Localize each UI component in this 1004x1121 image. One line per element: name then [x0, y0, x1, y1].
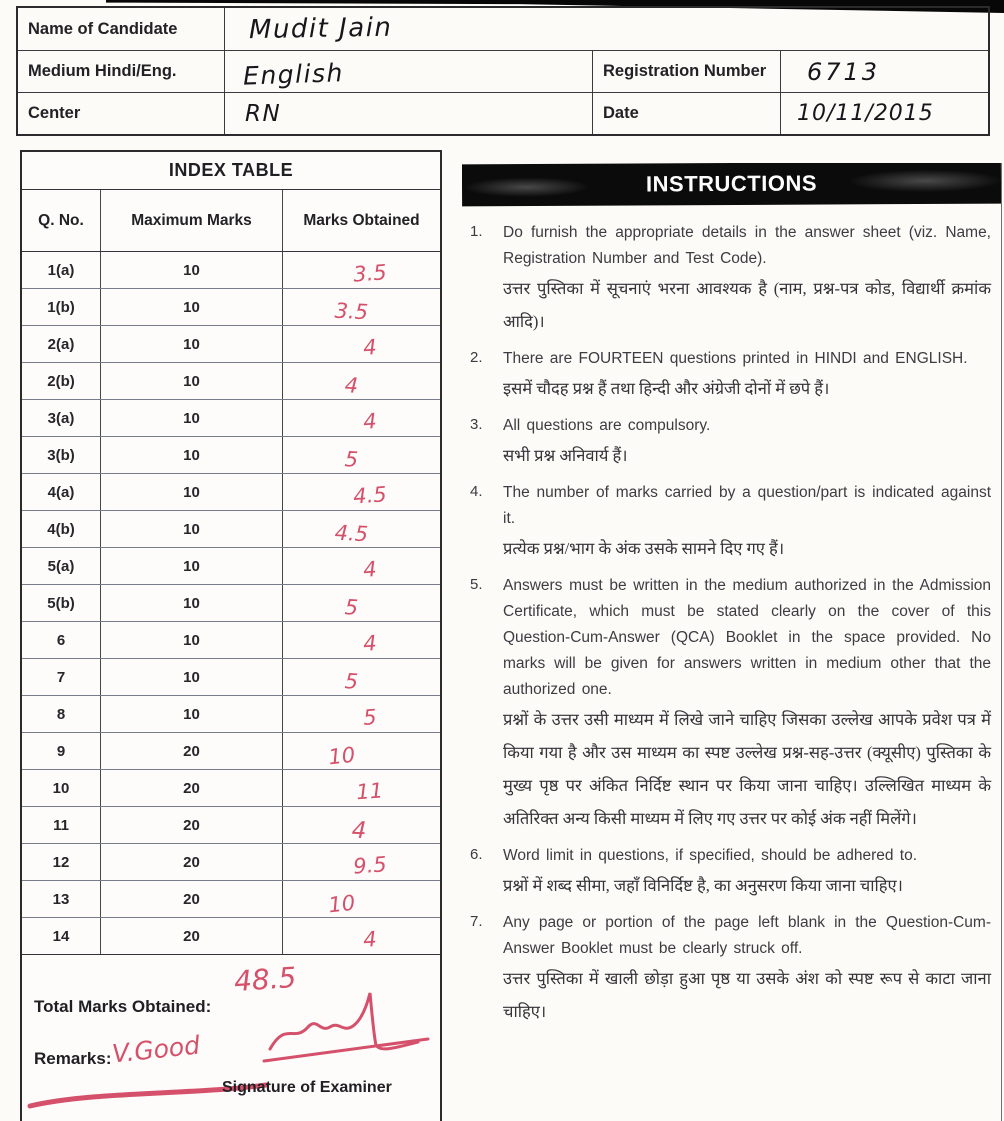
- q-no: 3(a): [47, 409, 75, 427]
- table-row: [22, 326, 440, 363]
- q-no: 5(a): [47, 557, 75, 575]
- q-no: 2(a): [47, 335, 75, 353]
- marks-obtained-header: Marks Obtained: [282, 190, 440, 251]
- index-table-header: [22, 190, 440, 252]
- q-no: 11: [53, 816, 69, 834]
- handwritten-marks: 10: [327, 890, 357, 918]
- marks-obtained-cell: [282, 659, 440, 695]
- instruction-english-text: The number of marks carried by a question/part is indicated against it.: [503, 484, 991, 527]
- date-value: [780, 93, 988, 134]
- handwritten-marks: 5: [343, 669, 359, 694]
- q-no: 1(b): [47, 298, 75, 316]
- handwritten-marks: 11: [355, 778, 384, 805]
- max-marks: 10: [100, 548, 282, 584]
- instruction-hindi-text: प्रश्नों में शब्द सीमा, जहाँ विनिर्दिष्ट है, का अनुसरण किया जाना चाहिए।: [503, 876, 903, 895]
- handwritten-date: 10/11/2015: [797, 101, 934, 126]
- handwritten-marks: 3.5: [352, 260, 388, 287]
- max-marks: 10: [100, 585, 282, 621]
- marks-obtained-cell: [282, 474, 440, 510]
- table-row: [22, 585, 440, 622]
- marks-obtained-cell: [282, 585, 440, 621]
- table-row: [22, 548, 440, 585]
- index-table-rows: [22, 252, 440, 955]
- max-marks: 10: [100, 252, 282, 288]
- handwritten-marks: 4.5: [333, 520, 369, 547]
- table-row: [22, 844, 440, 881]
- max-marks: 10: [100, 511, 282, 547]
- marks-obtained-cell: [282, 881, 440, 917]
- instruction-number: 4.: [470, 483, 483, 500]
- instruction-english-text: Word limit in questions, if specified, should be adhered to.: [503, 847, 918, 864]
- table-row: [22, 252, 440, 289]
- instruction-english-text: Do furnish the appropriate details in the answer sheet (viz. Name, Registration Number and Test Code).: [503, 224, 991, 267]
- instruction-number: 5.: [470, 576, 483, 593]
- max-marks: 20: [100, 918, 282, 954]
- marks-obtained-cell: [282, 770, 440, 806]
- instruction-hindi-text: प्रत्येक प्रश्न/भाग के अंक उसके सामने दिए गए हैं।: [503, 539, 785, 558]
- table-row: [22, 918, 440, 955]
- max-marks: 20: [100, 770, 282, 806]
- marks-obtained-cell: [282, 918, 440, 954]
- name-label: Name of Candidate: [28, 19, 178, 38]
- max-marks: 10: [100, 696, 282, 732]
- instruction-item: [470, 346, 991, 405]
- instruction-hindi-text: इसमें चौदह प्रश्न हैं तथा हिन्दी और अंग्रेजी दोनों में छपे हैं।: [503, 379, 830, 398]
- q-no: 10: [52, 779, 70, 797]
- remarks-label: Remarks:: [34, 1049, 112, 1068]
- total-marks-label: Total Marks Obtained:: [34, 997, 212, 1016]
- instruction-number: 6.: [470, 846, 483, 863]
- candidate-name-row: [18, 8, 988, 50]
- instruction-english-text: All questions are compulsory.: [503, 417, 711, 434]
- q-no: 5(b): [47, 594, 75, 612]
- q-no: 12: [52, 853, 70, 871]
- handwritten-marks: 5: [343, 595, 359, 620]
- handwritten-marks: 10: [327, 742, 357, 770]
- handwritten-marks: 4: [362, 630, 378, 656]
- marks-obtained-cell: [282, 548, 440, 584]
- instructions-panel: [462, 163, 1002, 1121]
- instruction-item: [470, 480, 991, 565]
- instruction-english-text: Answers must be written in the medium authorized in the Admission Certificate, which must be stated clearly on the cover of this Question-Cum-Answer (QCA) Booklet in the space provided. No marks will be given for answers written in medium other that the authorized one.: [503, 577, 991, 698]
- instruction-number: 1.: [470, 223, 483, 240]
- instruction-item: [470, 843, 991, 902]
- center-date-row: [18, 92, 988, 134]
- q-no: 9: [56, 742, 66, 760]
- center-value: [224, 93, 592, 134]
- handwritten-marks: 4: [362, 334, 378, 360]
- handwritten-center: RN: [245, 100, 282, 127]
- marks-obtained-cell: [282, 252, 440, 288]
- handwritten-marks: 4: [343, 373, 359, 398]
- instruction-number: 7.: [470, 913, 483, 930]
- maximum-marks-header: Maximum Marks: [100, 190, 282, 251]
- instruction-item: [470, 220, 991, 338]
- max-marks: 20: [100, 807, 282, 843]
- handwritten-marks: 3.5: [333, 298, 369, 325]
- handwritten-registration-number: 6713: [807, 57, 881, 86]
- table-row: [22, 622, 440, 659]
- handwritten-marks: 4.5: [352, 482, 388, 509]
- medium-value: [224, 51, 592, 92]
- table-row: [22, 881, 440, 918]
- marks-obtained-cell: [282, 807, 440, 843]
- handwritten-marks: 4: [362, 408, 378, 434]
- instruction-item: [470, 413, 991, 472]
- max-marks: 10: [100, 622, 282, 658]
- handwritten-marks: 5: [362, 704, 378, 730]
- q-no: 3(b): [47, 446, 75, 464]
- q-no: 2(b): [47, 372, 75, 390]
- registration-number-value: [780, 51, 988, 92]
- marks-obtained-cell: [282, 622, 440, 658]
- q-no: 6: [56, 631, 66, 649]
- medium-label: Medium Hindi/Eng.: [28, 62, 177, 80]
- table-row: [22, 733, 440, 770]
- name-value: [224, 8, 988, 50]
- table-row: [22, 363, 440, 400]
- index-table-footer: [22, 955, 440, 1115]
- handwritten-marks: 4: [362, 926, 378, 952]
- max-marks: 10: [100, 437, 282, 473]
- registration-number-label: Registration Number: [592, 51, 780, 92]
- marks-obtained-cell: [282, 437, 440, 473]
- examiner-signature: [260, 987, 445, 1077]
- max-marks: 20: [100, 881, 282, 917]
- instruction-hindi-text: सभी प्रश्न अनिवार्य हैं।: [503, 446, 628, 465]
- marks-obtained-cell: [282, 511, 440, 547]
- index-table: [20, 150, 442, 1121]
- q-no-header: Q. No.: [38, 211, 84, 229]
- index-table-title: INDEX TABLE: [22, 152, 440, 190]
- instructions-list: [462, 205, 1001, 1028]
- marks-obtained-cell: [282, 400, 440, 436]
- instruction-english-text: Any page or portion of the page left blank in the Question-Cum-Answer Booklet must be clearly struck off.: [503, 914, 991, 957]
- table-row: [22, 696, 440, 733]
- q-no: 13: [52, 890, 70, 908]
- max-marks: 10: [100, 474, 282, 510]
- handwritten-name: Mudit Jain: [248, 12, 393, 46]
- max-marks: 20: [100, 733, 282, 769]
- marks-obtained-cell: [282, 326, 440, 362]
- instruction-english-text: There are FOURTEEN questions printed in HINDI and ENGLISH.: [503, 350, 968, 367]
- handwritten-marks: 4: [351, 817, 368, 845]
- handwritten-marks: 9.5: [352, 852, 388, 879]
- q-no: 8: [56, 705, 66, 723]
- handwritten-remarks: V.Good: [110, 1030, 202, 1069]
- max-marks: 10: [100, 363, 282, 399]
- table-row: [22, 289, 440, 326]
- q-no: 14: [52, 927, 70, 945]
- signature-of-examiner-label: Signature of Examiner: [222, 1079, 392, 1096]
- instruction-number: 2.: [470, 349, 483, 366]
- marks-obtained-cell: [282, 733, 440, 769]
- handwritten-marks: 4: [362, 556, 378, 582]
- handwritten-medium: English: [242, 58, 345, 91]
- instruction-hindi-text: उत्तर पुस्तिका में खाली छोड़ा हुआ पृष्ठ या उसके अंश को स्पष्ट रूप से काटा जाना चाहिए।: [503, 969, 991, 1021]
- instruction-hindi-text: उत्तर पुस्तिका में सूचनाएं भरना आवश्यक है (नाम, प्रश्न-पत्र कोड, विद्यार्थी क्रमांक आदि)।: [503, 279, 991, 331]
- marks-obtained-cell: [282, 696, 440, 732]
- date-label: Date: [592, 93, 780, 134]
- instruction-item: [470, 910, 991, 1028]
- marks-obtained-cell: [282, 844, 440, 880]
- candidate-info-table: [16, 6, 990, 136]
- q-no: 4(b): [47, 520, 75, 538]
- q-no: 1(a): [47, 261, 75, 279]
- instruction-item: [470, 573, 991, 835]
- max-marks: 10: [100, 326, 282, 362]
- center-label: Center: [28, 104, 81, 122]
- marks-obtained-cell: [282, 289, 440, 325]
- q-no: 4(a): [47, 483, 75, 501]
- table-row: [22, 437, 440, 474]
- instruction-hindi-text: प्रश्नों के उत्तर उसी माध्यम में लिखे जाने चाहिए जिसका उल्लेख आपके प्रवेश पत्र में किया गया है और उस माध्यम का स्पष्ट उल्लेख प्रश्न-सह-उत्तर (क्यूसीए) पुस्तिका के मुख्य पृष्ठ पर अंकित निर्दिष्ट स्थान पर किया जाना चाहिए। उल्लिखित माध्यम के अतिरिक्त अन्य किसी माध्यम में लिए गए उत्तर पर कोई अंक नहीं मिलेंगे।: [503, 710, 991, 828]
- table-row: [22, 807, 440, 844]
- q-no: 7: [56, 668, 66, 686]
- table-row: [22, 400, 440, 437]
- table-row: [22, 770, 440, 807]
- marks-obtained-cell: [282, 363, 440, 399]
- table-row: [22, 474, 440, 511]
- handwritten-total-marks: 48.5: [232, 960, 298, 999]
- table-row: [22, 511, 440, 548]
- instructions-title: INSTRUCTIONS: [462, 163, 1001, 206]
- max-marks: 10: [100, 659, 282, 695]
- max-marks: 10: [100, 289, 282, 325]
- table-row: [22, 659, 440, 696]
- medium-registration-row: [18, 50, 988, 92]
- max-marks: 20: [100, 844, 282, 880]
- instruction-number: 3.: [470, 416, 483, 433]
- handwritten-marks: 5: [343, 447, 359, 472]
- max-marks: 10: [100, 400, 282, 436]
